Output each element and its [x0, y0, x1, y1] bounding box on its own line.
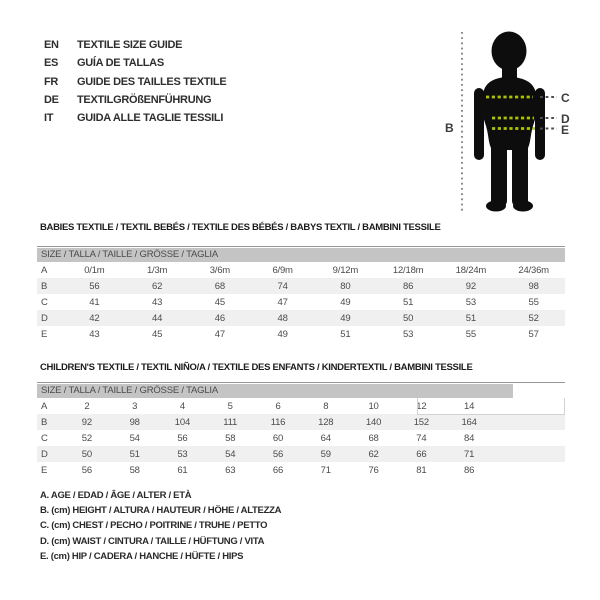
- language-row: [44, 73, 226, 91]
- table-cell: 46: [214, 312, 225, 324]
- table-cell: 62: [368, 448, 379, 460]
- table-cell: 84: [464, 432, 475, 444]
- row-label: B: [41, 416, 48, 428]
- table-cell: 51: [465, 312, 476, 324]
- table-cell: 128: [318, 416, 334, 428]
- table-cell: 55: [528, 296, 539, 308]
- row-label: A: [41, 400, 48, 412]
- row-label: C: [41, 432, 48, 444]
- table-cell: 53: [465, 296, 476, 308]
- legend-item: A. AGE / EDAD / ÂGE / ALTER / ETÀ: [40, 490, 192, 502]
- table-cell: 51: [129, 448, 140, 460]
- language-label: GUIDA ALLE TAGLIE TESSILI: [77, 112, 224, 125]
- table-row: [37, 398, 565, 414]
- table-row: [37, 446, 565, 462]
- row-label: A: [41, 264, 48, 276]
- table-cell: 47: [214, 328, 225, 340]
- table-cell: 5: [227, 400, 233, 412]
- table-cell: 8: [323, 400, 329, 412]
- table-cell: 98: [129, 416, 140, 428]
- table-cell: 58: [129, 464, 140, 476]
- child-silhouette: [474, 32, 545, 212]
- language-code: ES: [44, 57, 59, 70]
- table-cell: 45: [214, 296, 225, 308]
- legend-item: D. (cm) WAIST / CINTURA / TAILLE / HÜFTUNG / VITA: [40, 535, 265, 547]
- table-cell: 68: [368, 432, 379, 444]
- table-cell: 80: [340, 280, 351, 292]
- table-row: [37, 262, 565, 278]
- table-header: [37, 383, 565, 398]
- table-cell: 59: [320, 448, 331, 460]
- table-cell: 66: [416, 448, 427, 460]
- table-cell: 60: [272, 432, 284, 444]
- legend-item: B. (cm) HEIGHT / ALTURA / HAUTEUR / HÖHE / ALTEZZA: [40, 505, 282, 517]
- table-cell: 58: [225, 432, 236, 444]
- table-cell: 1/3m: [146, 264, 168, 276]
- table-cell: 0/1m: [84, 264, 105, 276]
- table-cell: 3: [132, 400, 138, 412]
- table-cell: 92: [465, 280, 476, 292]
- table-cell: 104: [174, 416, 191, 428]
- table-cell: 48: [277, 312, 288, 324]
- language-label: TEXTILE SIZE GUIDE: [77, 39, 183, 52]
- table-cell: 64: [320, 432, 331, 444]
- table-cell: 49: [340, 312, 351, 324]
- children-size-table: [37, 382, 565, 478]
- table-cell: 49: [277, 328, 288, 340]
- table-cell: 92: [81, 416, 92, 428]
- language-label: GUIDE DES TAILLES TEXTILE: [77, 75, 227, 88]
- table-cell: 76: [368, 464, 379, 476]
- table-cell: 56: [272, 448, 284, 460]
- table-cell: 140: [365, 416, 382, 428]
- table-row: [37, 294, 565, 310]
- table-row: [37, 310, 565, 326]
- table-cell: 71: [464, 448, 475, 460]
- row-label: E: [41, 464, 48, 476]
- table-cell: 53: [403, 328, 414, 340]
- legend-item: C. (cm) CHEST / PECHO / POITRINE / TRUHE / PETTO: [40, 520, 268, 532]
- table-cell: 98: [528, 280, 539, 292]
- table-cell: 24/36m: [518, 264, 549, 276]
- table-row: [37, 326, 565, 342]
- table-cell: 74: [277, 280, 288, 292]
- table-cell: 43: [89, 328, 100, 340]
- table-cell: 56: [81, 464, 92, 476]
- table-row: [37, 462, 565, 478]
- table-cell: 56: [177, 432, 188, 444]
- table-cell: 63: [225, 464, 236, 476]
- language-code: IT: [44, 112, 54, 125]
- table-cell: 116: [270, 416, 286, 428]
- language-label: TEXTILGRÖßENFÜHRUNG: [77, 94, 212, 107]
- hip-label: E: [561, 123, 569, 137]
- row-label: C: [41, 296, 48, 308]
- language-row: [44, 109, 226, 127]
- height-label: B: [445, 121, 454, 135]
- table-cell: 86: [403, 280, 414, 292]
- table-cell: 41: [89, 296, 100, 308]
- chest-label: C: [561, 91, 570, 105]
- table-cell: 54: [225, 448, 236, 460]
- table-cell: 50: [403, 312, 414, 324]
- language-label: GUÍA DE TALLAS: [77, 57, 164, 70]
- table-cell: 14: [464, 400, 475, 412]
- table-row: [37, 278, 565, 294]
- table-cell: 62: [152, 280, 163, 292]
- table-cell: 66: [272, 464, 284, 476]
- row-label: B: [41, 280, 48, 292]
- language-row: [44, 36, 226, 54]
- child-figure-diagram: [430, 8, 590, 220]
- table-cell: 3/6m: [209, 264, 231, 276]
- size-header-label: SIZE / TALLA / TAILLE / GRÖSSE / TAGLIA: [41, 385, 218, 396]
- language-code: DE: [44, 94, 59, 107]
- table-cell: 47: [277, 296, 288, 308]
- table-cell: 86: [464, 464, 475, 476]
- table-cell: 51: [403, 296, 414, 308]
- measurement-legend: [40, 488, 281, 564]
- table-cell: 74: [416, 432, 427, 444]
- table-cell: 12: [416, 400, 427, 412]
- table-cell: 43: [152, 296, 163, 308]
- table-cell: 164: [461, 416, 477, 428]
- table-cell: 111: [223, 416, 238, 428]
- row-label: D: [41, 312, 48, 324]
- row-label: E: [41, 328, 48, 340]
- table-cell: 18/24m: [455, 264, 487, 276]
- table-cell: 52: [81, 432, 92, 444]
- table-cell: 52: [528, 312, 539, 324]
- language-row: [44, 91, 226, 109]
- babies-size-table: [37, 246, 565, 342]
- table-cell: 50: [81, 448, 92, 460]
- table-cell: 10: [368, 400, 379, 412]
- babies-section-title: BABIES TEXTILE / TEXTIL BEBÉS / TEXTILE DES BÉBÉS / BABYS TEXTIL / BAMBINI TESSILE: [40, 222, 441, 233]
- table-cell: 152: [413, 416, 429, 428]
- table-cell: 44: [152, 312, 163, 324]
- waist-label: D: [561, 112, 570, 126]
- language-code: FR: [44, 75, 59, 88]
- language-row: [44, 54, 226, 72]
- table-cell: 55: [465, 328, 476, 340]
- table-body: [37, 262, 565, 342]
- table-cell: 12/18m: [392, 264, 424, 276]
- row-label: D: [41, 448, 48, 460]
- table-cell: 81: [416, 464, 427, 476]
- table-cell: 51: [340, 328, 351, 340]
- table-cell: 53: [177, 448, 188, 460]
- table-cell: 54: [129, 432, 140, 444]
- table-row: [37, 414, 565, 430]
- table-cell: 49: [340, 296, 351, 308]
- children-section-title: CHILDREN'S TEXTILE / TEXTIL NIÑO/A / TEXTILE DES ENFANTS / KINDERTEXTIL / BAMBINI TESSILE: [40, 362, 473, 373]
- table-header: [37, 247, 565, 262]
- table-cell: 57: [528, 328, 539, 340]
- language-title-list: [44, 36, 226, 127]
- table-cell: 42: [89, 312, 100, 324]
- table-cell: 56: [89, 280, 100, 292]
- table-cell: 6: [275, 400, 281, 412]
- table-cell: 4: [179, 400, 185, 412]
- table-body: [37, 398, 565, 478]
- table-cell: 71: [320, 464, 331, 476]
- legend-item: E. (cm) HIP / CADERA / HANCHE / HÜFTE / HIPS: [40, 550, 244, 562]
- table-cell: 9/12m: [332, 264, 359, 276]
- table-cell: 6/9m: [272, 264, 293, 276]
- table-row: [37, 430, 565, 446]
- table-cell: 68: [214, 280, 225, 292]
- table-cell: 45: [152, 328, 163, 340]
- language-code: EN: [44, 39, 59, 52]
- size-header-label: SIZE / TALLA / TAILLE / GRÖSSE / TAGLIA: [41, 249, 218, 260]
- table-cell: 61: [177, 464, 188, 476]
- table-cell: 2: [84, 400, 90, 412]
